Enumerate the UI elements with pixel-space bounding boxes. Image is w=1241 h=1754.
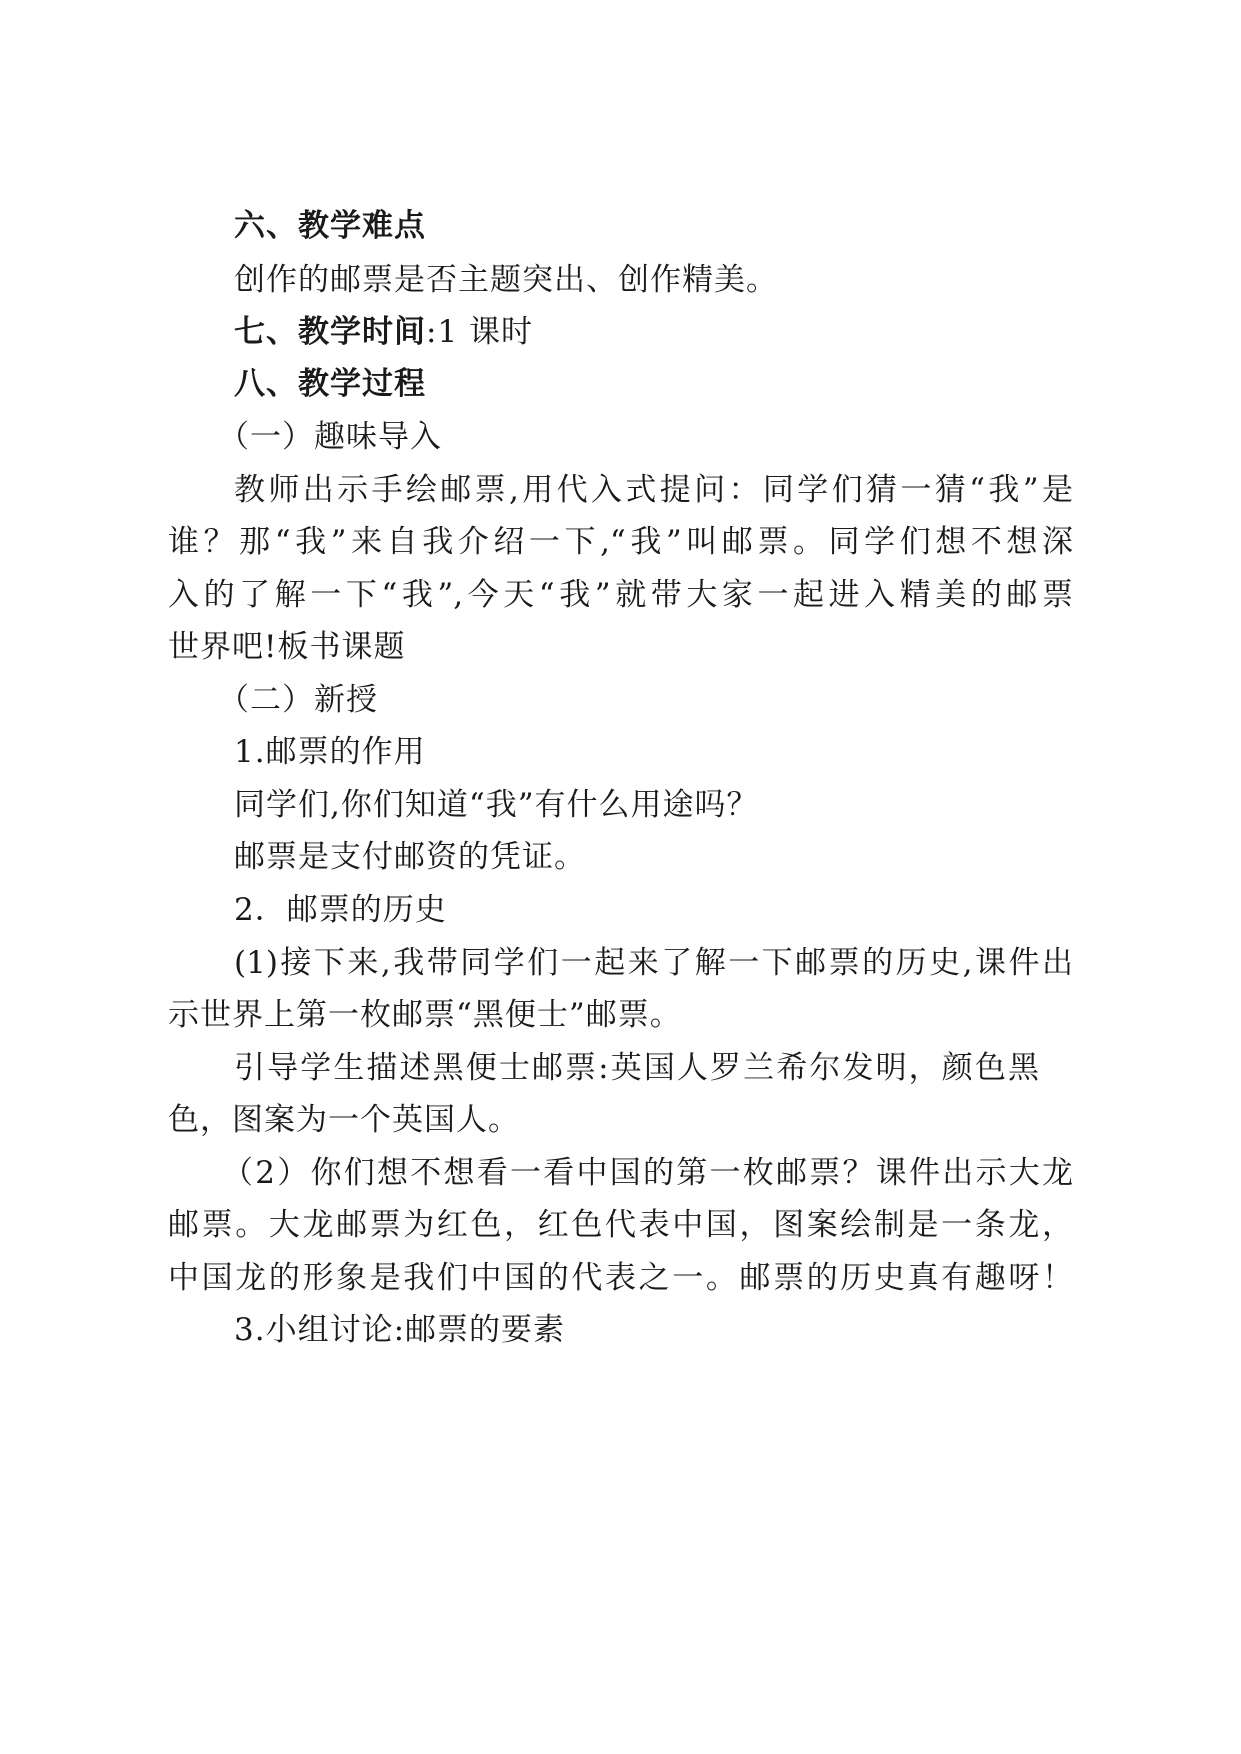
intro-paragraph-line: 谁？那“我”来自我介绍一下,“我”叫邮票。同学们想不想深: [168, 524, 1073, 560]
heading-teaching-difficulty: 六、教学难点: [234, 208, 426, 244]
stamp-function-answer: 邮票是支付邮资的凭证。: [234, 839, 586, 875]
section-title-new-lesson: （二）新授: [218, 682, 378, 718]
difficulty-text: 创作的邮票是否主题突出、创作精美。: [234, 262, 778, 298]
intro-paragraph-line: 教师出示手绘邮票,用代入式提问：同学们猜一猜“我”是: [234, 472, 1073, 508]
item-title-stamp-function: 1.邮票的作用: [234, 734, 426, 770]
teaching-time-value: :1 课时: [426, 314, 534, 350]
intro-paragraph-line: 入的了解一下“我”,今天“我”就带大家一起进入精美的邮票: [168, 577, 1073, 613]
item-title-stamp-history: 2．邮票的历史: [234, 892, 447, 928]
penny-black-line: 引导学生描述黑便士邮票:英国人罗兰希尔发明，颜色黑: [234, 1050, 1039, 1086]
teaching-time-label: 七、教学时间: [234, 314, 426, 350]
heading-teaching-process: 八、教学过程: [234, 366, 426, 402]
item-title-stamp-elements: 3.小组讨论:邮票的要素: [234, 1312, 566, 1348]
history-paragraph-line: 示世界上第一枚邮票“黑便士”邮票。: [168, 997, 682, 1033]
section-title-intro: （一）趣味导入: [218, 419, 442, 455]
large-dragon-line: （2）你们想不想看一看中国的第一枚邮票？课件出示大龙: [222, 1155, 1073, 1191]
history-paragraph-line: (1)接下来,我带同学们一起来了解一下邮票的历史,课件出: [234, 945, 1073, 981]
heading-teaching-time: [234, 312, 533, 352]
stamp-function-question: 同学们,你们知道“我”有什么用途吗？: [234, 787, 759, 823]
penny-black-line: 色，图案为一个英国人。: [168, 1102, 520, 1138]
intro-paragraph-line: 世界吧!板书课题: [168, 629, 406, 665]
large-dragon-line: 中国龙的形象是我们中国的代表之一。邮票的历史真有趣呀！: [168, 1260, 1073, 1296]
large-dragon-line: 邮票。大龙邮票为红色，红色代表中国，图案绘制是一条龙，: [168, 1207, 1073, 1243]
